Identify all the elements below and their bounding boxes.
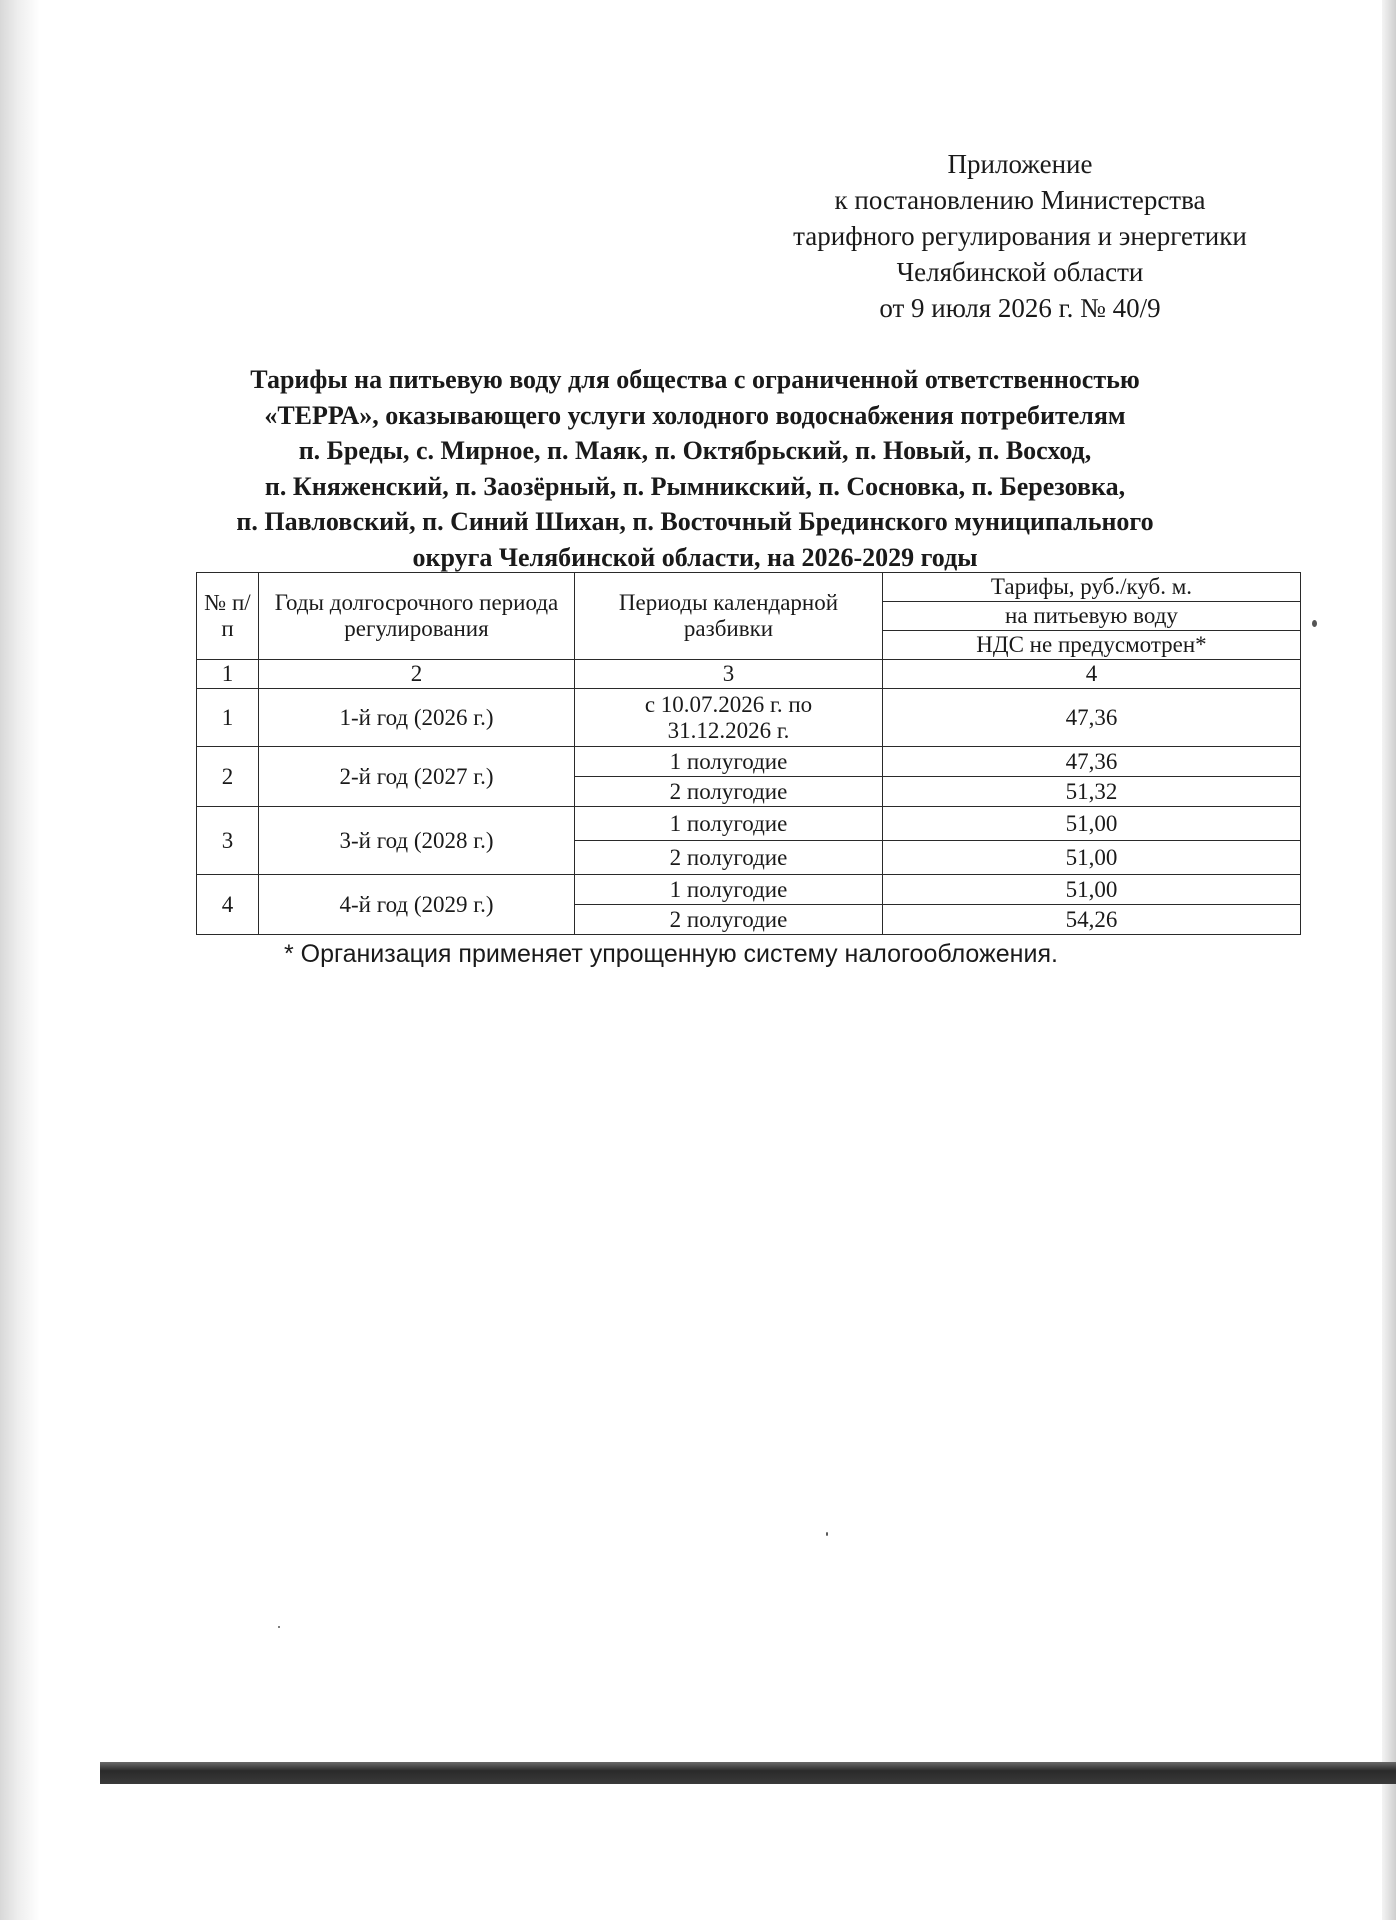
header-water: на питьевую воду [883, 602, 1301, 631]
header-years: Годы долгосрочного периода регулирования [259, 573, 575, 660]
row-year: 1-й год (2026 г.) [259, 689, 575, 747]
row-num: 3 [197, 807, 259, 875]
row-period: 1 полугодие [575, 875, 883, 905]
title-line: п. Бреды, с. Мирное, п. Маяк, п. Октябрьский, п. Новый, п. Восход, [298, 436, 1092, 465]
scan-speck [826, 1532, 828, 1536]
row-tariff: 51,00 [883, 841, 1301, 875]
row-period: 2 полугодие [575, 777, 883, 807]
row-num: 4 [197, 875, 259, 935]
document-title [140, 362, 1250, 575]
table-row [197, 747, 1301, 777]
table-header-row [197, 573, 1301, 602]
column-number: 3 [575, 660, 883, 689]
row-period: 2 полугодие [575, 841, 883, 875]
title-line: округа Челябинской области, на 2026-2029 годы [412, 542, 978, 572]
row-tariff: 47,36 [883, 747, 1301, 777]
appendix-line: от 9 июля 2026 г. № 40/9 [879, 293, 1161, 323]
row-tariff: 54,26 [883, 905, 1301, 935]
scan-bottom-bar [100, 1762, 1396, 1784]
tariffs-table [196, 572, 1301, 935]
column-number: 2 [259, 660, 575, 689]
header-tariffs: Тарифы, руб./куб. м. [883, 573, 1301, 602]
row-tariff: 51,00 [883, 807, 1301, 841]
row-year: 3-й год (2028 г.) [259, 807, 575, 875]
scan-speck [278, 1626, 280, 1628]
row-period: 1 полугодие [575, 807, 883, 841]
title-line: Тарифы на питьевую воду для общества с ограниченной ответственностью [250, 365, 1140, 394]
title-line: п. Княженский, п. Заозёрный, п. Рымникский, п. Сосновка, п. Березовка, [264, 471, 1126, 501]
header-periods: Периоды календарной разбивки [575, 573, 883, 660]
row-period: с 10.07.2026 г. по 31.12.2026 г. [575, 689, 883, 747]
row-tariff: 51,32 [883, 777, 1301, 807]
appendix-line: к постановлению Министерства [834, 185, 1206, 215]
row-period: 1 полугодие [575, 747, 883, 777]
title-line: «ТЕРРА», оказывающего услуги холодного водоснабжения потребителям [264, 400, 1126, 430]
table-row [197, 689, 1301, 747]
column-number: 4 [883, 660, 1301, 689]
header-vat: НДС не предусмотрен* [883, 631, 1301, 660]
row-period: 2 полугодие [575, 905, 883, 935]
scan-left-edge [0, 0, 40, 1920]
header-num: № п/п [197, 573, 259, 660]
appendix-line: Приложение [947, 149, 1093, 179]
footnote: * Организация применяет упрощенную систему налогообложения. [284, 940, 1058, 968]
appendix-header [720, 146, 1320, 326]
row-num: 2 [197, 747, 259, 807]
column-numbers-row [197, 660, 1301, 689]
title-line: п. Павловский, п. Синий Шихан, п. Восточный Брединского муниципального [236, 507, 1154, 536]
column-number: 1 [197, 660, 259, 689]
table-row [197, 807, 1301, 841]
table-row [197, 875, 1301, 905]
row-tariff: 51,00 [883, 875, 1301, 905]
scan-speck [1312, 620, 1317, 627]
scan-right-edge [1382, 0, 1396, 1920]
appendix-line: тарифного регулирования и энергетики [793, 221, 1247, 251]
appendix-line: Челябинской области [896, 257, 1144, 287]
row-year: 2-й год (2027 г.) [259, 747, 575, 807]
row-num: 1 [197, 689, 259, 747]
row-tariff: 47,36 [883, 689, 1301, 747]
row-year: 4-й год (2029 г.) [259, 875, 575, 935]
